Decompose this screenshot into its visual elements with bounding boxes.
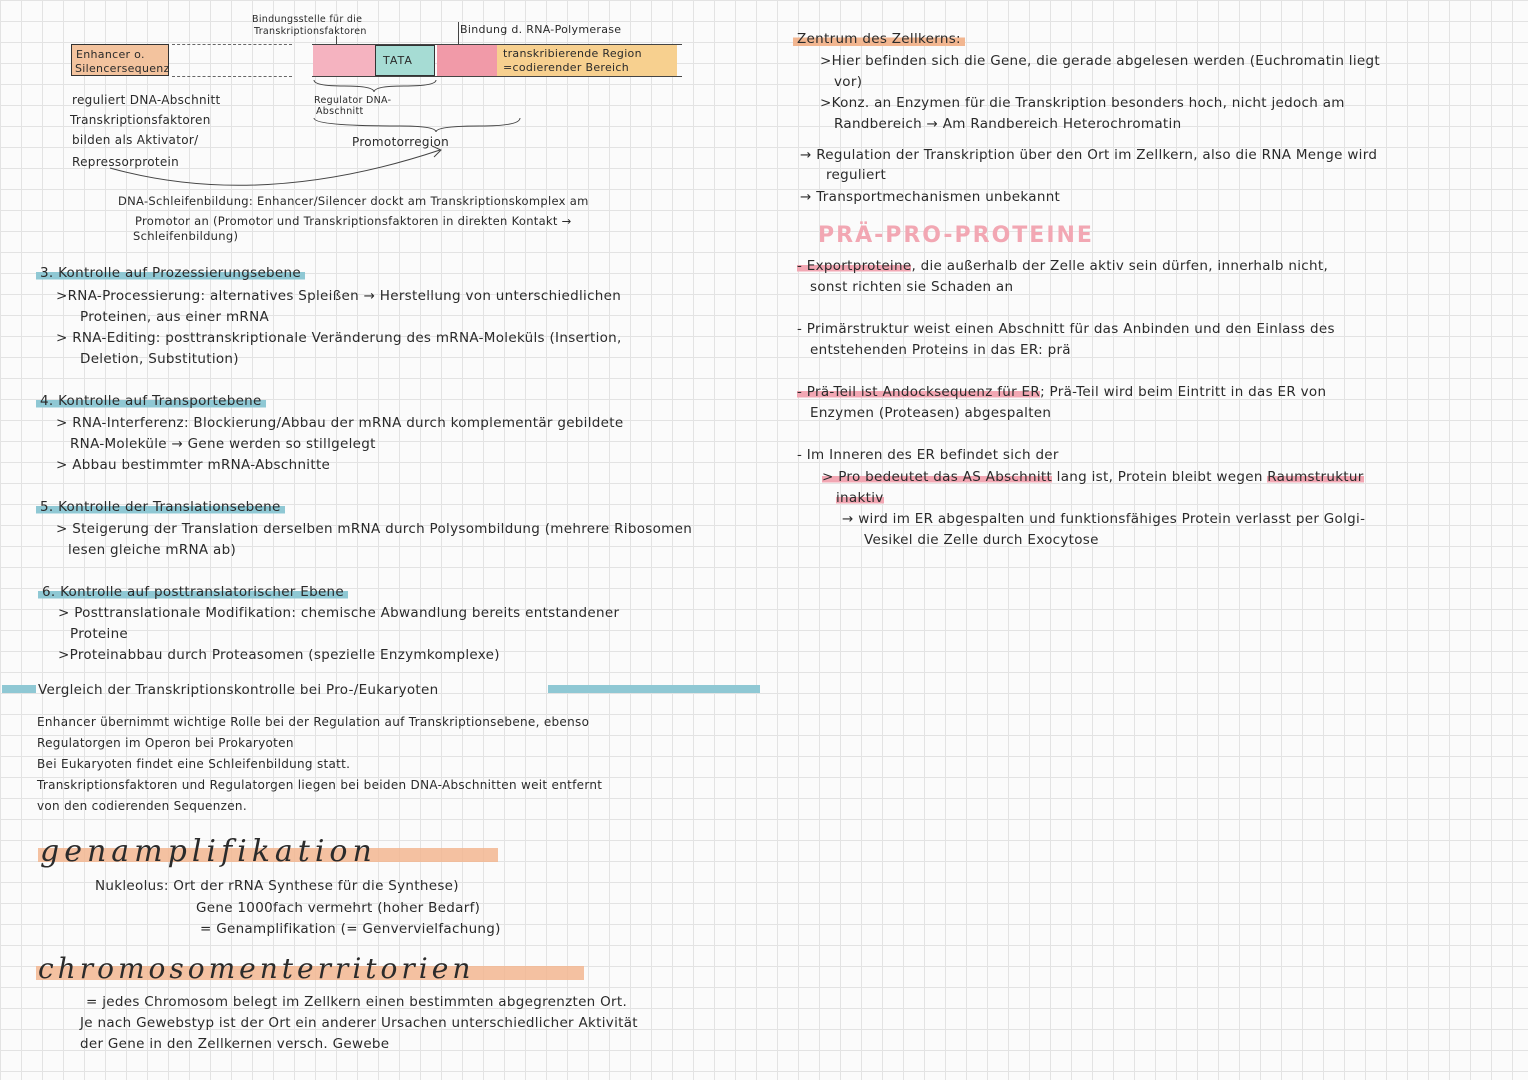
binding-site-label-2: Transkriptionsfaktoren: [254, 26, 367, 37]
prae-line-5: - Prä-Teil ist Andocksequenz für ER; Prä-Teil wird beim Eintritt in das ER von: [797, 384, 1327, 400]
prae-pro-proteine-title: PRÄ-PRO-PROTEINE: [818, 223, 1094, 248]
prae-line-10: → wird im ER abgespalten und funktionsfähiges Protein verlasst per Golgi-: [842, 511, 1366, 527]
coding-region-label: transkribierende Region: [503, 47, 642, 60]
comparison-title: Vergleich der Transkriptionskontrolle bei Pro-/Eukaryoten: [38, 682, 439, 698]
enhancer-box-label-2: Silencersequenz: [75, 62, 170, 75]
polymerase-label: Bindung d. RNA-Polymerase: [460, 23, 622, 36]
section-5-title: 5. Kontrolle der Translationsebene: [36, 499, 285, 515]
chromosomen-line-2: Je nach Gewebstyp ist der Ort ein anderer Ursachen unterschiedlicher Aktivität: [80, 1015, 638, 1031]
loop-text-2: Promotor an (Promotor und Transkriptionsfaktoren in direkten Kontakt →: [135, 214, 572, 228]
genamplifikation-line-1: Nukleolus: Ort der rRNA Synthese für die Synthese): [95, 878, 459, 894]
section-4-line-1: > RNA-Interferenz: Blockierung/Abbau der mRNA durch komplementär gebildete: [56, 415, 624, 431]
coding-region-label-2: =codierender Bereich: [503, 61, 630, 74]
section-5-line-2: lesen gleiche mRNA ab): [68, 542, 237, 558]
section-6-title: 6. Kontrolle auf posttranslatorischer Ebene: [38, 584, 348, 600]
regulator-label-2: Abschnitt: [316, 106, 364, 117]
prae-line-4: entstehenden Proteins in das ER: prä: [810, 342, 1071, 358]
chromosomen-line-1: = jedes Chromosom belegt im Zellkern einen bestimmten abgegrenzten Ort.: [86, 994, 628, 1010]
zentrum-title: Zentrum des Zellkerns:: [793, 31, 965, 47]
prae-line-3: - Primärstruktur weist einen Abschnitt für das Anbinden und den Einlass des: [797, 321, 1335, 337]
section-3-line-2: Proteinen, aus einer mRNA: [80, 309, 270, 325]
section-6-line-2: Proteine: [70, 626, 129, 642]
zentrum-line-2: vor): [834, 74, 863, 90]
section-4-title: 4. Kontrolle auf Transportebene: [36, 393, 266, 409]
genamplifikation-title: genamplifikation: [40, 834, 377, 869]
zentrum-line-1: >Hier befinden sich die Gene, die gerade abgelesen werden (Euchromatin liegt: [820, 53, 1380, 69]
section-3-line-4: Deletion, Substitution): [80, 351, 239, 367]
prae-line-1: - Exportproteine, die außerhalb der Zelle aktiv sein dürfen, innerhalb nicht,: [797, 258, 1329, 274]
comparison-rule-right: [548, 685, 760, 693]
left-note-4: Repressorprotein: [72, 155, 180, 169]
chromosomen-line-3: der Gene in den Zellkernen versch. Gewebe: [80, 1036, 390, 1052]
section-6-line-3: >Proteinabbau durch Proteasomen (spezielle Enzymkomplexe): [58, 647, 500, 663]
chromosomen-title: chromosomenterritorien: [38, 952, 475, 985]
section-3-title: 3. Kontrolle auf Prozessierungsebene: [36, 265, 305, 281]
section-6-line-1: > Posttranslationale Modifikation: chemische Abwandlung bereits entstandener: [58, 605, 620, 621]
section-5-line-1: > Steigerung der Translation derselben mRNA durch Polysombildung (mehrere Ribosomen: [56, 521, 693, 537]
transport-line: → Transportmechanismen unbekannt: [800, 189, 1061, 205]
comparison-line-1: Enhancer übernimmt wichtige Rolle bei der Regulation auf Transkriptionsebene, ebenso: [37, 715, 590, 729]
left-note-1: reguliert DNA-Abschnitt: [72, 93, 221, 107]
prae-line-6: Enzymen (Proteasen) abgespalten: [810, 405, 1052, 421]
prae-line-11: Vesikel die Zelle durch Exocytose: [864, 532, 1099, 548]
promotor-label: Promotorregion: [352, 135, 449, 149]
section-3-line-1: >RNA-Processierung: alternatives Spleißen → Herstellung von unterschiedlichen: [56, 288, 622, 304]
regulator-label: Regulator DNA-: [314, 95, 392, 106]
prae-line-7: - Im Inneren des ER befindet sich der: [797, 447, 1059, 463]
comparison-rule-left: [2, 685, 36, 693]
prae-line-2: sonst richten sie Schaden an: [810, 279, 1014, 295]
regulation-line-1: → Regulation der Transkription über den Ort im Zellkern, also die RNA Menge wird: [800, 147, 1378, 163]
section-4-line-3: > Abbau bestimmter mRNA-Abschnitte: [56, 457, 331, 473]
left-note-2: Transkriptionsfaktoren: [70, 113, 211, 127]
zentrum-line-3: >Konz. an Enzymen für die Transkription besonders hoch, nicht jedoch am: [820, 95, 1345, 111]
comparison-line-3: Bei Eukaryoten findet eine Schleifenbildung statt.: [37, 757, 351, 771]
comparison-line-4: Transkriptionsfaktoren und Regulatorgen liegen bei beiden DNA-Abschnitten weit entfernt: [37, 778, 603, 792]
comparison-line-5: von den codierenden Sequenzen.: [37, 799, 247, 813]
left-note-3: bilden als Aktivator/: [72, 133, 199, 147]
regulation-line-2: reguliert: [826, 167, 887, 183]
prae-line-9: inaktiv: [836, 490, 884, 506]
enhancer-box-label: Enhancer o.: [76, 48, 145, 61]
comparison-line-2: Regulatorgen im Operon bei Prokaryoten: [37, 736, 294, 750]
genamplifikation-line-3: = Genamplifikation (= Genvervielfachung): [200, 921, 501, 937]
tata-label: TATA: [383, 54, 413, 67]
section-4-line-2: RNA-Moleküle → Gene werden so stillgelegt: [70, 436, 376, 452]
binding-site-label: Bindungsstelle für die: [252, 14, 363, 25]
loop-text-3: Schleifenbildung): [133, 229, 239, 243]
loop-text-1: DNA-Schleifenbildung: Enhancer/Silencer dockt am Transkriptionskomplex am: [118, 194, 589, 208]
prae-line-8: > Pro bedeutet das AS Abschnitt lang ist, Protein bleibt wegen Raumstruktur: [822, 469, 1364, 485]
section-3-line-3: > RNA-Editing: posttranskriptionale Veränderung des mRNA-Moleküls (Insertion,: [56, 330, 622, 346]
zentrum-line-4: Randbereich → Am Randbereich Heterochromatin: [834, 116, 1182, 132]
genamplifikation-line-2: Gene 1000fach vermehrt (hoher Bedarf): [196, 900, 481, 916]
